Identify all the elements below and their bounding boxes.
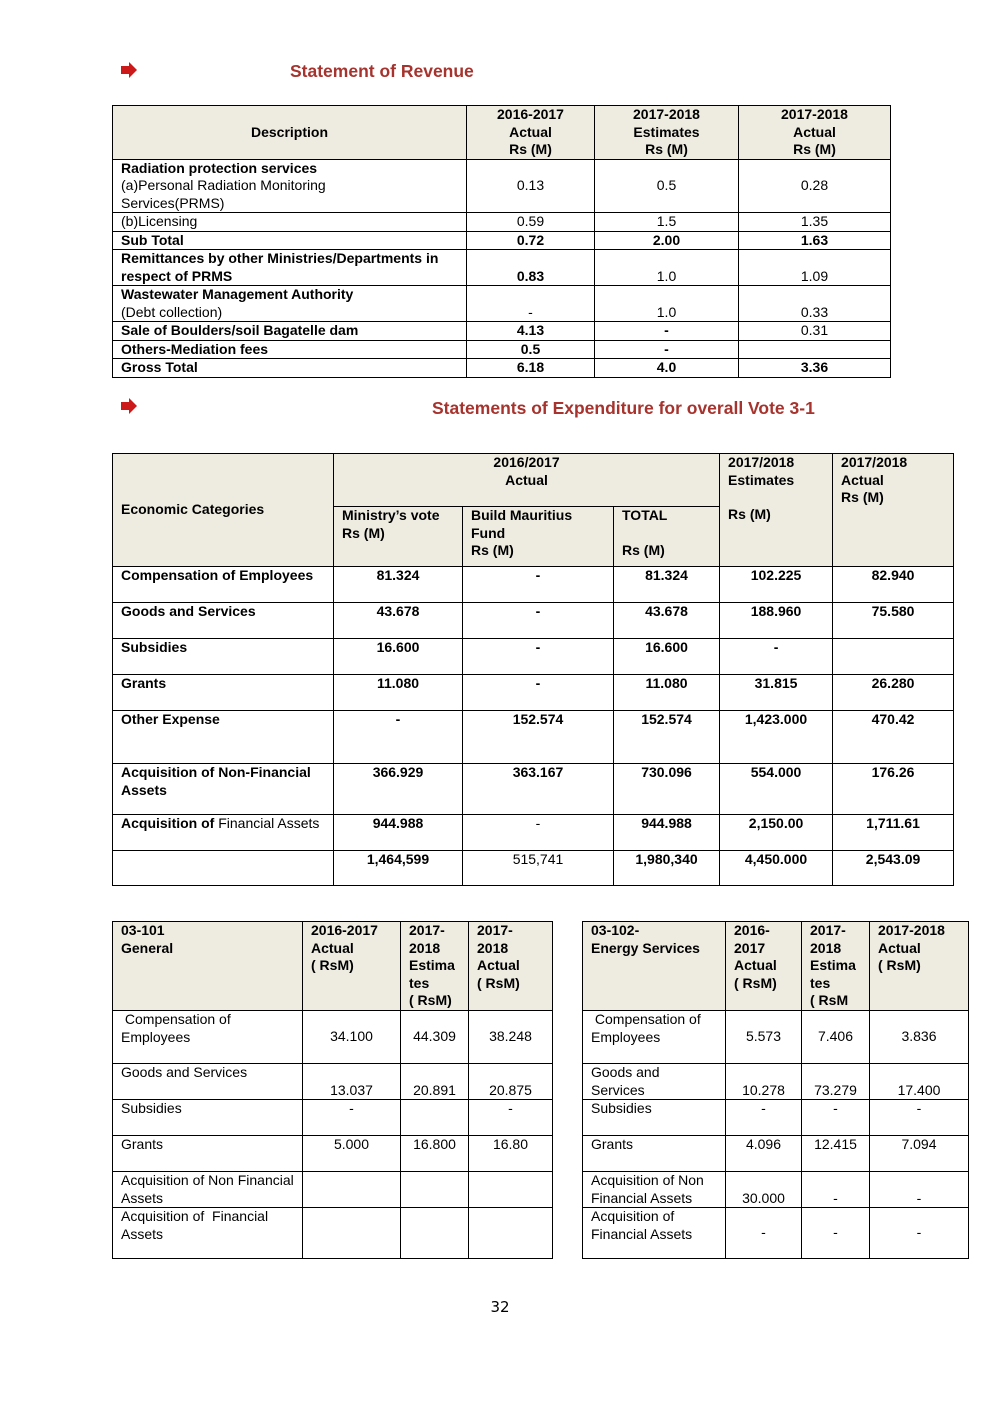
- row-label: Grants: [113, 675, 334, 711]
- row-label: (b)Licensing: [113, 213, 467, 232]
- row-label: Compensation of Employees: [583, 1011, 726, 1064]
- row-label: Acquisition of Non Financial Assets: [583, 1172, 726, 1208]
- revenue-header-2017-actual: 2017-2018 Actual Rs (M): [739, 106, 891, 160]
- cell-value: 1.63: [739, 231, 891, 250]
- cell-value: 34.100: [303, 1011, 401, 1064]
- row-label: Others-Mediation fees: [113, 340, 467, 359]
- row-label: Remittances by other Ministries/Departments in respect of PRMS: [113, 250, 467, 286]
- cell-value: 1,464,599: [334, 851, 463, 886]
- cell-value: 16.80: [469, 1136, 553, 1172]
- cell-value: 26.280: [833, 675, 954, 711]
- table-row: [583, 1136, 969, 1172]
- cell-value: -: [726, 1208, 802, 1259]
- revenue-header-description: Description: [113, 106, 467, 160]
- cell-value: 0.5: [467, 340, 595, 359]
- table-row: [113, 764, 954, 815]
- cell-value: 363.167: [463, 764, 614, 815]
- cell-value: 6.18: [467, 359, 595, 378]
- cell-value: -: [595, 322, 739, 341]
- table-row: [113, 359, 891, 378]
- header-unit: Rs (M): [622, 541, 665, 558]
- table-row: [113, 340, 891, 359]
- table-row: [113, 286, 891, 322]
- page-number: 32: [490, 1298, 510, 1316]
- table-row: [113, 1064, 553, 1100]
- cell-value: 1.0: [595, 286, 739, 322]
- cell-value: 73.279: [802, 1064, 870, 1100]
- table-row: [113, 711, 954, 764]
- row-label: Grants: [113, 1136, 303, 1172]
- cell-value: 944.988: [334, 815, 463, 851]
- table-row: [113, 322, 891, 341]
- cell-value: -: [720, 639, 833, 675]
- row-label: [113, 815, 334, 851]
- cell-value: 0.59: [467, 213, 595, 232]
- expenditure-title: Statements of Expenditure for overall Vote 3-1: [432, 398, 815, 418]
- cell-value: 12.415: [802, 1136, 870, 1172]
- cell-value: 75.580: [833, 603, 954, 639]
- table-row: [583, 1172, 969, 1208]
- row-label: Gross Total: [113, 359, 467, 378]
- cell-value: 944.988: [614, 815, 720, 851]
- row-label: Compensation of Employees: [113, 1011, 303, 1064]
- table-row: [113, 159, 891, 213]
- cell-value: [833, 639, 954, 675]
- cell-value: 81.324: [614, 567, 720, 603]
- cell-value: 0.72: [467, 231, 595, 250]
- cell-value: [469, 1208, 553, 1259]
- cell-value: 0.83: [467, 250, 595, 286]
- row-sublabel: (Debt collection): [121, 303, 223, 320]
- row-label: Acquisition of Financial Assets: [583, 1208, 726, 1259]
- cell-value: 0.28: [739, 159, 891, 213]
- cell-value: 11.080: [614, 675, 720, 711]
- energy-header-2017-actual: 2017-2018 Actual ( RsM): [870, 922, 969, 1011]
- cell-value: -: [334, 711, 463, 764]
- table-row: [113, 231, 891, 250]
- cell-value: 16.600: [614, 639, 720, 675]
- cell-value: 7.406: [802, 1011, 870, 1064]
- cell-value: 1.0: [595, 250, 739, 286]
- cell-value: -: [463, 815, 614, 851]
- cell-value: 1,423.000: [720, 711, 833, 764]
- row-label: Radiation protection services: [121, 159, 318, 176]
- cell-value: -: [463, 603, 614, 639]
- cell-value: 1.09: [739, 250, 891, 286]
- row-label: Other Expense: [113, 711, 334, 764]
- cell-value: 4,450.000: [720, 851, 833, 886]
- header-unit: Rs (M): [728, 506, 771, 522]
- cell-value: 1.5: [595, 213, 739, 232]
- table-row: [113, 1136, 553, 1172]
- cell-value: -: [467, 286, 595, 322]
- cell-value: 4.13: [467, 322, 595, 341]
- cell-value: -: [463, 639, 614, 675]
- cell-value: 5.000: [303, 1136, 401, 1172]
- cell-value: 470.42: [833, 711, 954, 764]
- row-label-bold: Acquisition of: [121, 815, 215, 831]
- cell-value: -: [303, 1100, 401, 1136]
- cell-value: 0.31: [739, 322, 891, 341]
- table-row: [113, 1208, 553, 1259]
- general-header-2017-estimates: 2017- 2018 Estima tes ( RsM): [401, 922, 469, 1011]
- cell-value: 43.678: [614, 603, 720, 639]
- row-label: Goods and Services: [583, 1064, 726, 1100]
- cell-value: 4.096: [726, 1136, 802, 1172]
- cell-value: 82.940: [833, 567, 954, 603]
- revenue-table: [112, 105, 891, 378]
- expenditure-subheader-ministry-vote: Ministry’s vote Rs (M): [334, 507, 463, 567]
- cell-value: 31.815: [720, 675, 833, 711]
- table-row: [113, 567, 954, 603]
- cell-value: 152.574: [614, 711, 720, 764]
- row-label: Acquisition of Non-Financial Assets: [113, 764, 334, 815]
- general-table: [112, 921, 553, 1259]
- cell-value: 2,543.09: [833, 851, 954, 886]
- table-row: [113, 815, 954, 851]
- row-label: Subsidies: [113, 639, 334, 675]
- energy-header-2017-estimates: 2017- 2018 Estima tes ( RsM: [802, 922, 870, 1011]
- cell-value: 17.400: [870, 1064, 969, 1100]
- cell-value: -: [463, 675, 614, 711]
- table-row: [113, 639, 954, 675]
- row-label: Acquisition of Non Financial Assets: [113, 1172, 303, 1208]
- cell-value: [401, 1100, 469, 1136]
- cell-value: 0.5: [595, 159, 739, 213]
- cell-value: [469, 1172, 553, 1208]
- cell-value: 7.094: [870, 1136, 969, 1172]
- revenue-header-2016-actual: 2016-2017 Actual Rs (M): [467, 106, 595, 160]
- cell-value: [303, 1208, 401, 1259]
- row-label: Subsidies: [583, 1100, 726, 1136]
- cell-value: 20.875: [469, 1064, 553, 1100]
- energy-header-2016-actual: 2016- 2017 Actual ( RsM): [726, 922, 802, 1011]
- cell-value: [739, 340, 891, 359]
- row-label: Wastewater Management Authority: [121, 286, 354, 302]
- cell-value: 30.000: [726, 1172, 802, 1208]
- cell-value: 0.33: [739, 286, 891, 322]
- energy-services-table: [582, 921, 969, 1259]
- cell-value: 43.678: [334, 603, 463, 639]
- cell-value: 44.309: [401, 1011, 469, 1064]
- cell-value: 188.960: [720, 603, 833, 639]
- table-row: [583, 1100, 969, 1136]
- cell-value: 1,980,340: [614, 851, 720, 886]
- red-arrow-icon: [120, 62, 138, 78]
- row-label: Sub Total: [113, 231, 467, 250]
- cell-value: 515,741: [463, 851, 614, 886]
- cell-value: -: [802, 1100, 870, 1136]
- expenditure-header-2016-actual: 2016/2017 Actual: [334, 454, 720, 507]
- cell-value: -: [463, 567, 614, 603]
- expenditure-subheader-total: [614, 507, 720, 567]
- cell-value: -: [870, 1208, 969, 1259]
- cell-value: -: [802, 1208, 870, 1259]
- cell-value: -: [595, 340, 739, 359]
- table-row: [113, 1100, 553, 1136]
- expenditure-subheader-build-mauritius-fund: Build Mauritius Fund Rs (M): [463, 507, 614, 567]
- cell-value: [401, 1208, 469, 1259]
- cell-value: 3.836: [870, 1011, 969, 1064]
- cell-value: 10.278: [726, 1064, 802, 1100]
- table-row: [113, 213, 891, 232]
- table-row: [113, 603, 954, 639]
- cell-value: -: [870, 1100, 969, 1136]
- red-arrow-icon: [120, 398, 138, 414]
- header-label: 2017/2018 Estimates: [728, 454, 795, 488]
- revenue-header-2017-estimates: 2017-2018 Estimates Rs (M): [595, 106, 739, 160]
- general-header-title: 03-101 General: [113, 922, 303, 1011]
- cell-value: -: [870, 1172, 969, 1208]
- row-sublabel: (a)Personal Radiation Monitoring Services(PRMS): [121, 177, 326, 211]
- row-label: Goods and Services: [113, 603, 334, 639]
- table-row: [583, 1208, 969, 1259]
- cell-value: 16.600: [334, 639, 463, 675]
- table-row-total: [113, 851, 954, 886]
- cell-value: 554.000: [720, 764, 833, 815]
- cell-value: 2,150.00: [720, 815, 833, 851]
- cell-value: [303, 1172, 401, 1208]
- energy-header-title: 03-102- Energy Services: [583, 922, 726, 1011]
- cell-value: 11.080: [334, 675, 463, 711]
- row-label: [113, 851, 334, 886]
- cell-value: 16.800: [401, 1136, 469, 1172]
- cell-value: 1.35: [739, 213, 891, 232]
- table-row: [113, 675, 954, 711]
- cell-value: -: [469, 1100, 553, 1136]
- row-label-normal: Financial Assets: [214, 815, 320, 831]
- general-header-2017-actual: 2017- 2018 Actual ( RsM): [469, 922, 553, 1011]
- cell-value: [401, 1172, 469, 1208]
- cell-value: 1,711.61: [833, 815, 954, 851]
- expenditure-header-2017-estimates: [720, 454, 833, 567]
- cell-value: 152.574: [463, 711, 614, 764]
- cell-value: 0.13: [467, 159, 595, 213]
- row-label: Compensation of Employees: [113, 567, 334, 603]
- row-label: Subsidies: [113, 1100, 303, 1136]
- row-label: Acquisition of Financial Assets: [113, 1208, 303, 1259]
- cell-value: -: [726, 1100, 802, 1136]
- row-label: Grants: [583, 1136, 726, 1172]
- general-header-2016-actual: 2016-2017 Actual ( RsM): [303, 922, 401, 1011]
- table-row: [113, 1172, 553, 1208]
- cell-value: 20.891: [401, 1064, 469, 1100]
- cell-value: 102.225: [720, 567, 833, 603]
- cell-value: 38.248: [469, 1011, 553, 1064]
- cell-value: 13.037: [303, 1064, 401, 1100]
- expenditure-header-economic-categories: Economic Categories: [113, 454, 334, 567]
- table-row: [583, 1011, 969, 1064]
- cell-value: 5.573: [726, 1011, 802, 1064]
- cell-value: 3.36: [739, 359, 891, 378]
- cell-value: 81.324: [334, 567, 463, 603]
- row-label: Goods and Services: [113, 1064, 303, 1100]
- expenditure-header-2017-actual: 2017/2018 Actual Rs (M): [833, 454, 954, 567]
- table-row: [113, 1011, 553, 1064]
- expenditure-table: [112, 453, 954, 886]
- cell-value: -: [802, 1172, 870, 1208]
- table-row: [113, 250, 891, 286]
- header-label: TOTAL: [622, 507, 668, 523]
- cell-value: 730.096: [614, 764, 720, 815]
- table-row: [583, 1064, 969, 1100]
- cell-value: 4.0: [595, 359, 739, 378]
- row-label: Sale of Boulders/soil Bagatelle dam: [113, 322, 467, 341]
- revenue-title: Statement of Revenue: [290, 61, 474, 81]
- cell-value: 366.929: [334, 764, 463, 815]
- cell-value: 176.26: [833, 764, 954, 815]
- cell-value: 2.00: [595, 231, 739, 250]
